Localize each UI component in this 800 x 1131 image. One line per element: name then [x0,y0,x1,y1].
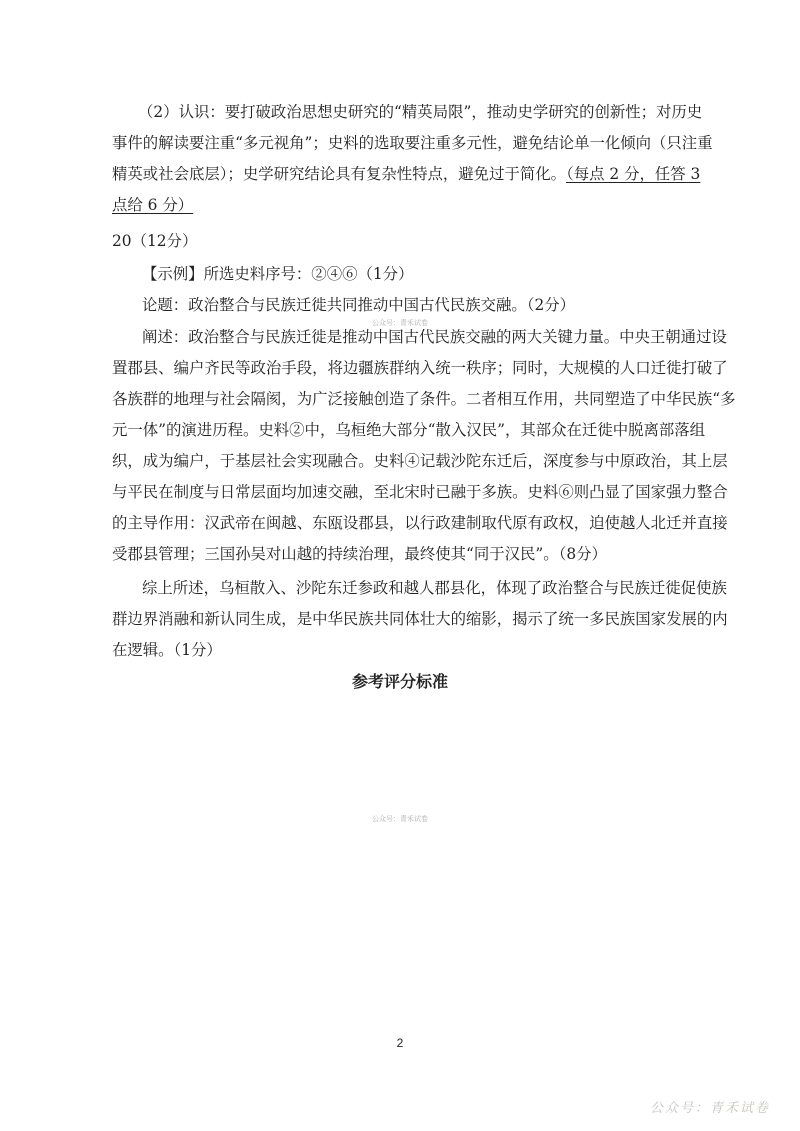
elaboration-line: 受郡县管理；三国孙吴对山越的持续治理，最终使其“同于汉民”。（8分） [112,545,607,563]
scoring-note-continued: 点给 6 分） [112,196,194,214]
conclusion-line: 群边界消融和新认同生成，是中华民族共同体壮大的缩影，揭示了统一多民族国家发展的内 [112,610,728,628]
example-selection: 【示例】所选史料序号：②④⑥（1分） [142,265,414,283]
recognition-line-3-text: 精英或社会底层）；史学研究结论具有复杂性特点，避免过于简化。 [112,165,567,183]
conclusion-line: 综上所述，乌桓散入、沙陀东迁参政和越人郡县化，体现了政治整合与民族迁徙促使族 [142,579,727,597]
page-number: 2 [396,1036,404,1050]
recognition-line-3 [112,163,700,185]
elaboration-line: 各族群的地理与社会隔阂，为广泛接触创造了条件。二者相互作用，共同塑造了中华民族“多 [112,390,736,408]
section-heading: 参考评分标准 [351,672,448,691]
elaboration-line: 元一体”的演进历程。史料②中，乌桓绝大部分“散入汉民”，其部众在迁徙中脱离部落组 [112,421,706,439]
question-20-label: 20（12分） [112,232,198,250]
footer-watermark: 公众号：青禾试卷 [649,1101,770,1116]
inline-watermark-2: 公众号：青禾试卷 [372,815,428,823]
elaboration-line: 织，成为编户，于基层社会实现融合。史料④记载沙陀东迁后，深度参与中原政治，其上层 [112,452,728,470]
conclusion-line: 在逻辑。（1分） [112,641,222,659]
scoring-note: （每点 2 分，任答 3 [566,165,701,183]
inline-watermark-1: 公众号：青禾试卷 [372,319,428,327]
elaboration-line: 与平民在制度与日常层面均加速交融，至北宋时已融于多族。史料⑥则凸显了国家强力整合 [112,483,728,501]
topic-line: 论题：政治整合与民族迁徙共同推动中国古代民族交融。（2分） [142,296,576,314]
recognition-line-2: 事件的解读要注重“多元视角”；史料的选取要注重多元性，避免结论单一化倾向（只注重 [112,134,713,152]
elaboration-line: 置郡县、编户齐民等政治手段，将边疆族群纳入统一秩序；同时，大规模的人口迁徙打破了 [112,359,728,377]
elaboration-line: 的主导作用：汉武帝在闽越、东瓯设郡县，以行政建制取代原有政权，迫使越人北迁并直接 [112,514,728,532]
elaboration-line: 阐述：政治整合与民族迁徙是推动中国古代民族交融的两大关键力量。中央王朝通过设 [142,328,727,346]
recognition-line-1: （2）认识：要打破政治思想史研究的“精英局限”，推动史学研究的创新性；对历史 [138,103,703,121]
